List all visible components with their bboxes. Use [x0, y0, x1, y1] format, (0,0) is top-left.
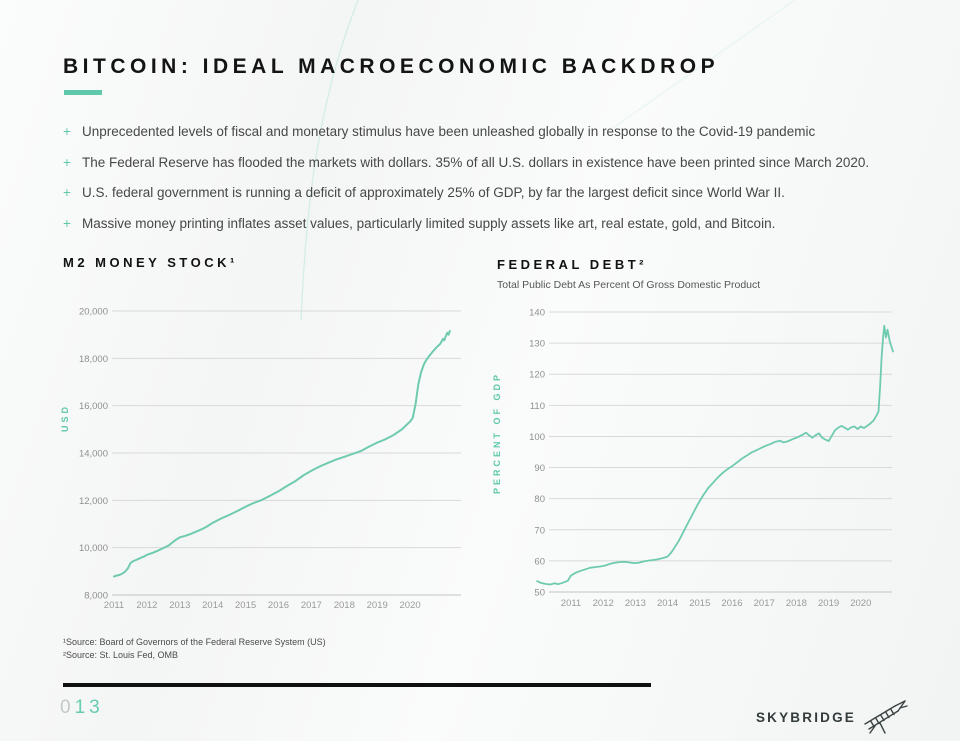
svg-text:2018: 2018: [785, 598, 807, 609]
skybridge-bridge-icon: [862, 700, 908, 734]
list-item: [63, 122, 908, 142]
svg-text:2014: 2014: [657, 598, 679, 609]
svg-text:12,000: 12,000: [78, 495, 108, 507]
page-title: BITCOIN: IDEAL MACROECONOMIC BACKDROP: [63, 55, 720, 78]
bullet-text: U.S. federal government is running a deficit of approximately 25% of GDP, by far the largest deficit since World War II.: [82, 185, 785, 201]
svg-text:80: 80: [534, 494, 545, 506]
m2-chart-title: M2 MONEY STOCK¹: [63, 255, 238, 270]
federal-debt-chart-subtitle: Total Public Debt As Percent Of Gross Domestic Product: [497, 279, 761, 291]
svg-text:2015: 2015: [235, 600, 257, 611]
plus-bullet-icon: +: [63, 124, 71, 139]
svg-text:2017: 2017: [753, 598, 775, 609]
svg-text:2020: 2020: [850, 598, 872, 609]
plus-bullet-icon: +: [63, 185, 71, 201]
m2-money-stock-line-chart: [55, 298, 475, 620]
bullet-text: The Federal Reserve has flooded the markets with dollars. 35% of all U.S. dollars in existence have been printed since March 2020.: [82, 154, 870, 170]
svg-text:120: 120: [529, 369, 545, 381]
svg-text:2016: 2016: [267, 600, 290, 611]
footnote-source-2: ²Source: St. Louis Fed, OMB: [63, 649, 179, 660]
plus-bullet-icon: +: [63, 215, 71, 231]
bullet-list: [63, 122, 908, 244]
source-footnotes: [63, 636, 326, 661]
page-number: [60, 697, 104, 719]
svg-text:2011: 2011: [560, 598, 582, 609]
svg-text:50: 50: [534, 587, 545, 599]
svg-text:130: 130: [529, 338, 545, 350]
svg-text:90: 90: [534, 463, 545, 475]
svg-text:110: 110: [529, 400, 545, 412]
page-number-prefix: 0: [60, 697, 75, 718]
bullet-text: Unprecedented levels of fiscal and monetary stimulus have been unleashed globally in response to the Covid-19 pandemic: [82, 124, 816, 139]
svg-text:2014: 2014: [202, 600, 224, 611]
svg-text:2019: 2019: [818, 598, 840, 609]
svg-text:2013: 2013: [624, 598, 646, 609]
federal-debt-y-axis-label: PERCENT OF GDP: [492, 372, 502, 495]
svg-text:20,000: 20,000: [78, 306, 108, 318]
svg-text:2017: 2017: [300, 600, 322, 611]
svg-text:60: 60: [534, 556, 545, 568]
footer-divider-bar: [63, 683, 651, 687]
page-number-value: 13: [74, 697, 104, 718]
svg-text:2012: 2012: [136, 600, 158, 611]
skybridge-logo-text: SKYBRIDGE: [755, 709, 856, 725]
svg-text:100: 100: [529, 431, 545, 443]
svg-text:10,000: 10,000: [78, 543, 108, 555]
plus-bullet-icon: +: [63, 154, 71, 170]
svg-text:18,000: 18,000: [78, 353, 108, 365]
list-item: [63, 153, 908, 173]
svg-text:2018: 2018: [333, 600, 355, 611]
svg-text:2015: 2015: [689, 598, 711, 609]
svg-text:2012: 2012: [592, 598, 614, 609]
svg-text:2016: 2016: [721, 598, 743, 609]
svg-text:16,000: 16,000: [78, 401, 108, 413]
footnote-source-1: ¹Source: Board of Governors of the Federal Reserve System (US): [63, 637, 326, 647]
svg-text:2013: 2013: [169, 600, 191, 611]
svg-text:2020: 2020: [399, 600, 421, 611]
svg-text:2019: 2019: [366, 600, 388, 611]
svg-text:8,000: 8,000: [84, 590, 108, 602]
svg-text:14,000: 14,000: [78, 448, 108, 460]
list-item: [63, 214, 908, 234]
title-accent-bar: [64, 90, 102, 95]
federal-debt-line-chart: [490, 298, 924, 620]
m2-y-axis-label: USD: [60, 404, 70, 433]
skybridge-logo: [756, 700, 908, 734]
list-item: [63, 183, 908, 203]
svg-text:140: 140: [529, 307, 545, 319]
svg-text:70: 70: [534, 525, 545, 537]
federal-debt-chart-title: FEDERAL DEBT²: [497, 257, 647, 272]
svg-text:2011: 2011: [103, 600, 125, 611]
bullet-text: Massive money printing inflates asset values, particularly limited supply assets like art, real estate, gold, and Bitcoin.: [82, 215, 776, 231]
